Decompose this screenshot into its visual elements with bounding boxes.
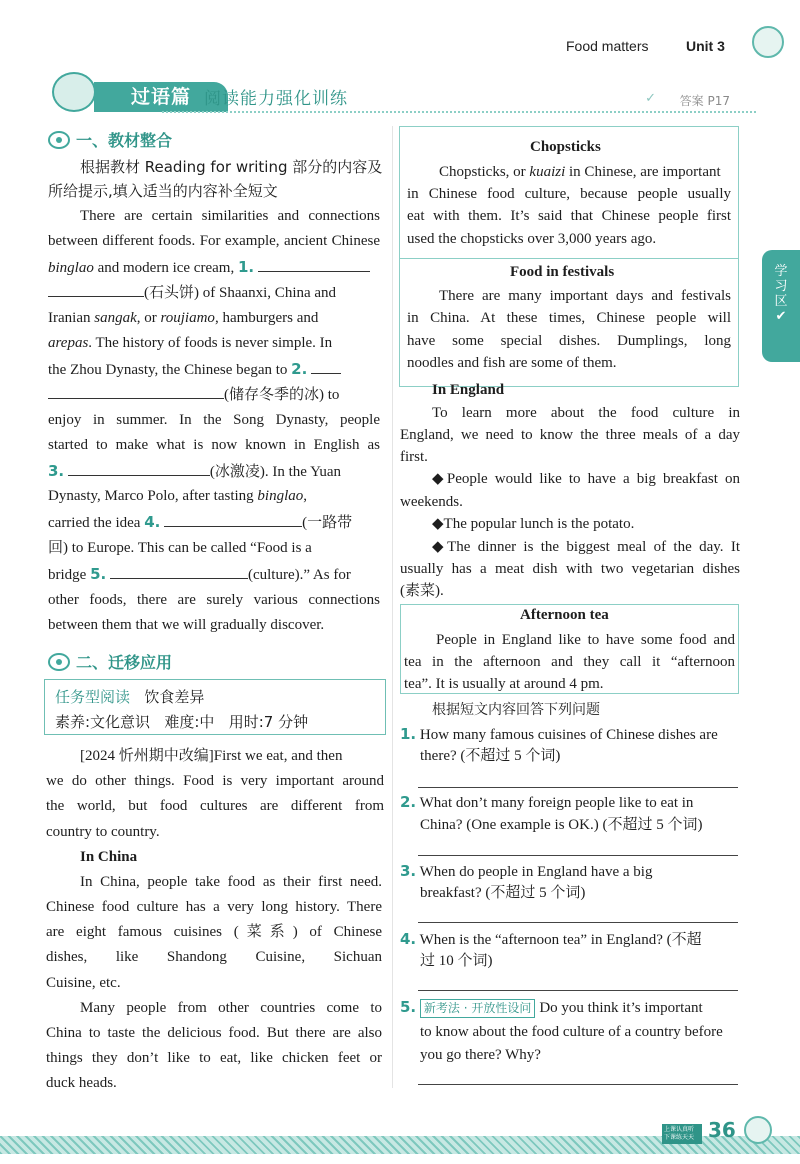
passage-line: England, we need to know the three meals of a day — [400, 427, 740, 443]
passage-line: used the chopsticks over 3,000 years ago. — [407, 231, 657, 247]
passage-line: ◆People would like to have a big breakfast on — [432, 471, 740, 487]
blank-number: 4. — [144, 513, 161, 531]
passage-line: China to taste the delicious food. But there are also — [46, 1025, 382, 1041]
blank-number: 1. — [237, 258, 255, 276]
passage-line: eat with them. It’s said that Chinese people first — [407, 208, 731, 224]
passage-line: noodles and fish are some of them. — [407, 355, 617, 371]
box-divider — [400, 258, 738, 259]
passage-line: arepas. The history of foods is never simple. In — [48, 335, 333, 351]
passage-line: People in England like to have some food and — [436, 632, 735, 648]
page-number: 36 — [708, 1118, 736, 1142]
term: binglao — [48, 260, 94, 276]
running-header — [560, 36, 760, 58]
blank-number: 3. — [48, 462, 65, 480]
passage-line: 回) to Europe. This can be called “Food is a — [48, 540, 312, 556]
new-method-tag: 新考法 · 开放性设问 — [420, 999, 535, 1018]
literacy: 素养:文化意识 — [55, 713, 151, 731]
chopsticks-title: Chopsticks — [530, 139, 601, 155]
question-1-line2: there? (不超过 5 个词) — [420, 748, 561, 764]
passage-line: country to country. — [46, 824, 160, 840]
answer-blank[interactable] — [258, 258, 370, 272]
flower-icon — [48, 653, 70, 671]
passage-line: in Chinese food culture, because people usually — [407, 186, 731, 202]
section2-heading: 二、迁移应用 — [48, 650, 172, 673]
banner-title: 阅读能力强化训练 — [204, 89, 348, 109]
passage-line: things they don’t like to eat, like chicken feet or — [46, 1050, 382, 1066]
task-topic: 饮食差异 — [144, 688, 205, 706]
side-tab-char: 习 — [774, 279, 788, 294]
passage-line: ◆The popular lunch is the potato. — [432, 516, 635, 532]
passage-line: the Zhou Dynasty, the Chinese began to 2. — [48, 359, 341, 380]
question-3: 3. When do people in England have a big — [400, 862, 653, 880]
passage-line: [2024 忻州期中改编]First we eat, and then — [80, 748, 343, 764]
passage-line: tea in the afternoon and they call it “afternoon — [404, 654, 735, 670]
banner-rule — [162, 111, 756, 113]
passage-line: between different foods. For example, ancient Chinese — [48, 233, 380, 249]
answer-blank[interactable] — [110, 565, 248, 579]
answer-line[interactable] — [418, 1084, 738, 1085]
task-info-box — [44, 679, 386, 735]
passage-line: the world, but food cultures are different from — [46, 798, 384, 814]
answer-blank[interactable] — [311, 360, 341, 374]
passage-line: first. — [400, 449, 428, 465]
passage-line: binglao and modern ice cream, 1. — [48, 257, 370, 278]
answer-blank[interactable] — [164, 513, 302, 527]
passage-line: Chinese food culture has a very long history. There — [46, 899, 382, 915]
passage-line: tea”. It is usually at around 4 pm. — [404, 676, 604, 692]
passage-line: There are certain similarities and connections — [80, 208, 380, 224]
side-tab-char: 区 — [774, 294, 788, 309]
difficulty: 难度:中 — [164, 713, 215, 731]
section1-heading: 一、教材整合 — [48, 128, 172, 151]
instruction-line: 根据教材 Reading for writing 部分的内容及 — [80, 158, 383, 176]
answer-blank[interactable] — [68, 462, 210, 476]
passage-line: in China. At these times, Chinese people will — [407, 310, 731, 326]
questions-intro: 根据短文内容回答下列问题 — [432, 702, 600, 718]
passage-line: In China, people take food as their first need. — [80, 874, 382, 890]
passage-line: (石头饼) of Shaanxi, China and — [48, 283, 336, 303]
answer-line[interactable] — [418, 990, 738, 991]
footer-slogan: 上课认真听 下课练天天 — [662, 1124, 702, 1144]
page-banner — [42, 76, 756, 116]
passage-line: (储存冬季的冰) to — [48, 385, 339, 405]
passage-line: other foods, there are surely various connections — [48, 592, 380, 608]
side-tab[interactable] — [762, 250, 800, 362]
question-5: 5. 新考法 · 开放性设问 Do you think it’s important — [400, 998, 703, 1016]
time-limit: 用时:7 分钟 — [228, 713, 309, 731]
passage-line: There are many important days and festivals — [439, 288, 731, 304]
passage-line: weekends. — [400, 494, 463, 510]
checkmark-icon: ✔ — [775, 309, 787, 324]
answer-line[interactable] — [418, 922, 738, 923]
passage-line: Iranian sangak, or roujiamo, hamburgers and — [48, 310, 319, 326]
answer-line[interactable] — [418, 787, 738, 788]
question-4: 4. When is the “afternoon tea” in England? (不超 — [400, 930, 702, 948]
passage-line: (素菜). — [400, 583, 444, 599]
passage-line: have some special dishes. Dumplings, long — [407, 333, 731, 349]
passage-line: carried the idea 4. (一路带 — [48, 513, 353, 531]
answer-line[interactable] — [418, 855, 738, 856]
subheading-china: In China — [80, 849, 138, 865]
answer-blank[interactable] — [48, 283, 144, 297]
side-tab-char: 学 — [774, 264, 788, 279]
passage-line: enjoy in summer. In the Song Dynasty, people — [48, 412, 380, 428]
passage-line: To learn more about the food culture in — [432, 405, 740, 421]
question-1: 1. How many famous cuisines of Chinese dishes are — [400, 725, 718, 743]
question-5-line2: to know about the food culture of a country before — [420, 1024, 723, 1040]
passage-line: 3. (冰激凌). In the Yuan — [48, 462, 341, 480]
passage-line: usually has a meat dish with two vegetarian dishes — [400, 561, 740, 577]
banner-tab: 过语篇 — [94, 82, 228, 112]
section-name: Food matters — [566, 38, 649, 54]
mascot-icon — [52, 72, 96, 112]
passage-line: bridge 5. (culture).” As for — [48, 565, 351, 583]
passage-line: ◆The dinner is the biggest meal of the day. It — [432, 539, 740, 555]
question-3-line2: breakfast? (不超过 5 个词) — [420, 885, 586, 901]
blank-number: 2. — [291, 360, 308, 378]
tea-title: Afternoon tea — [520, 607, 609, 623]
festivals-title: Food in festivals — [510, 264, 615, 280]
flower-icon — [48, 131, 70, 149]
passage-line: we do other things. Food is very important around — [46, 773, 384, 789]
term: arepas — [48, 335, 89, 351]
task-type: 任务型阅读 — [55, 688, 131, 706]
question-2: 2. What don’t many foreign people like to eat in — [400, 793, 694, 811]
passage-line: Many people from other countries come to — [80, 1000, 382, 1016]
unit-label: Unit 3 — [686, 38, 725, 54]
subheading-england: In England — [432, 382, 505, 398]
mascot-icon — [744, 1116, 772, 1144]
blank-number: 5. — [90, 565, 107, 583]
answer-blank[interactable] — [48, 385, 224, 399]
passage-line: duck heads. — [46, 1075, 117, 1091]
term: binglao — [257, 488, 304, 504]
question-2-line2: China? (One example is OK.) (不超过 5 个词) — [420, 817, 703, 833]
question-5-line3: you go there? Why? — [420, 1047, 541, 1063]
passage-line: dishes, like Shandong Cuisine, Sichuan — [46, 949, 382, 965]
passage-line: started to make what is now known in English as — [48, 437, 380, 453]
passage-line: Cuisine, etc. — [46, 975, 121, 991]
mascot-icon — [752, 26, 784, 58]
check-icon: ✓ — [645, 90, 656, 105]
term: sangak — [94, 310, 137, 326]
passage-line: Dynasty, Marco Polo, after tasting binglao, — [48, 488, 307, 504]
term: roujiamo — [160, 310, 215, 326]
passage-line: are eight famous cuisines (菜系) of Chinese — [46, 924, 382, 940]
passage-line: Chopsticks, or kuaizi in Chinese, are important — [439, 164, 721, 180]
answer-ref: 答案 P17 — [679, 94, 730, 108]
column-divider — [392, 126, 393, 1088]
instruction-line: 所给提示,填入适当的内容补全短文 — [48, 182, 278, 200]
passage-line: between them that we will gradually discover. — [48, 617, 325, 633]
question-4-line2: 过 10 个词) — [420, 953, 493, 969]
